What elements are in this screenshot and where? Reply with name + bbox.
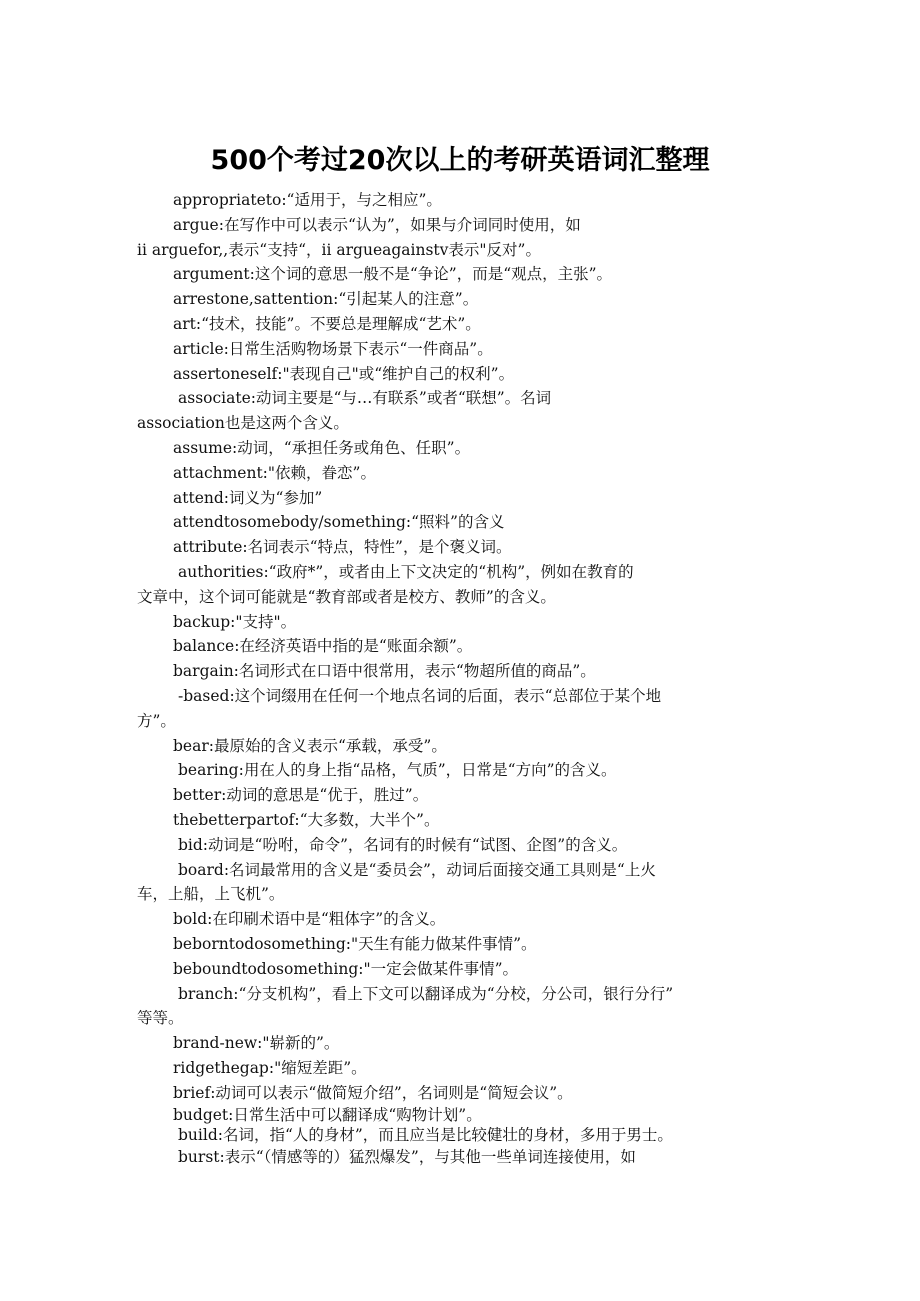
vocab-entry-text: build:名词，指“人的身材”，而且应当是比较健壮的身材，多用于男士。: [178, 1126, 673, 1145]
vocab-entry-text: branch:“分支机构”，看上下文可以翻译成为“分校，分公司，银行分行”: [178, 984, 674, 1003]
vocab-entry: [137, 907, 797, 932]
vocab-entry-text: art:“技术，技能”。不要总是理解成“艺术”。: [173, 314, 481, 333]
vocab-entry: [137, 1105, 797, 1125]
vocab-entry-continuation: association也是这两个含义。: [137, 414, 349, 433]
vocab-entry: [137, 510, 797, 535]
vocab-entry-text: assertoneself:"表现自己"或“维护自己的权利”。: [173, 364, 515, 383]
vocab-entry: [137, 982, 797, 1032]
vocab-entry: [137, 1145, 797, 1170]
vocab-entry: [137, 659, 797, 684]
vocab-entry: [137, 957, 797, 982]
vocab-entry: [137, 1031, 797, 1056]
vocab-entry-continuation: 车，上船，上飞机”。: [137, 885, 285, 904]
vocab-entry-text: ridgethegap:"缩短差距”。: [173, 1058, 367, 1077]
vocab-entry-text: bargain:名词形式在口语中很常用，表示“物超所值的商品”。: [173, 662, 596, 681]
vocab-entry-text: argument:这个词的意思一般不是“争论”，而是“观点，主张”。: [173, 265, 613, 284]
vocab-entry: [137, 486, 797, 511]
vocab-entry-text: brand-new:"崭新的”。: [173, 1034, 340, 1053]
vocab-entry: [137, 337, 797, 362]
vocab-entry: [137, 734, 797, 759]
vocab-entry: [137, 535, 797, 560]
vocab-entry: [137, 833, 797, 858]
vocab-entry: [137, 560, 797, 610]
vocab-entry: [137, 262, 797, 287]
vocab-entry-text: brief:动词可以表示“做简短介绍”，名词则是“简短会议”。: [173, 1083, 573, 1102]
vocab-entry-text: bold:在印刷术语中是“粗体字”的含义。: [173, 910, 446, 929]
vocab-entry-text: bid:动词是“吩咐，命令”，名词有的时候有“试图、企图”的含义。: [178, 835, 628, 854]
vocab-entry-text: burst:表示“（情感等的）猛烈爆发”，与其他一些单词连接使用，如: [178, 1148, 636, 1167]
vocab-entry: [137, 362, 797, 387]
vocab-entry: [137, 610, 797, 635]
vocab-entry: [137, 436, 797, 461]
vocab-entry-continuation: ii arguefor,,表示“支持“，ii argueagainstv表示"反对”。: [137, 240, 541, 259]
document-title: 500个考过20次以上的考研英语词汇整理: [210, 145, 710, 176]
vocab-entry-text: bearing:用在人的身上指“品格，气质”，日常是“方向”的含义。: [178, 761, 617, 780]
vocab-entry-text: authorities:“政府*”，或者由上下文决定的“机构”，例如在教育的: [178, 562, 634, 581]
vocab-entry: [137, 1056, 797, 1081]
vocab-entry-text: attend:词义为“参加”: [173, 488, 323, 507]
vocab-entry-text: article:日常生活购物场景下表示“一件商品”。: [173, 339, 493, 358]
vocab-entry: [137, 386, 797, 436]
vocab-entry: [137, 684, 797, 734]
vocab-entry-continuation: 文章中，这个词可能就是“教育部或者是校方、教师”的含义。: [137, 587, 556, 606]
vocab-entry: [137, 312, 797, 337]
vocab-entry-text: appropriateto:“适用于，与之相应”。: [173, 191, 442, 209]
vocab-entry: [137, 634, 797, 659]
vocab-entry-text: balance:在经济英语中指的是“账面余额”。: [173, 637, 473, 656]
vocab-entry: [137, 188, 797, 213]
vocab-entry-text: budget:日常生活中可以翻译成“购物计划”。: [173, 1106, 482, 1125]
vocab-entry-text: backup:"支持"。: [173, 612, 297, 631]
vocab-entry-text: thebetterpartof:“大多数，大半个”。: [173, 810, 440, 829]
vocab-entry-continuation: 方”。: [137, 711, 176, 730]
vocab-entry-text: attachment:"依赖，眷恋”。: [173, 463, 376, 482]
vocab-entry: [137, 213, 797, 263]
vocab-entry-text: -based:这个词缀用在任何一个地点名词的后面，表示“总部位于某个地: [178, 686, 662, 705]
vocab-entry-text: argue:在写作中可以表示“认为”，如果与介词同时使用，如: [173, 215, 581, 234]
vocab-entry: [137, 783, 797, 808]
vocab-entry-continuation: 等等。: [137, 1009, 184, 1028]
vocab-entry: [137, 932, 797, 957]
vocab-entry-text: associate:动词主要是“与…有联系”或者“联想”。名词: [178, 389, 552, 408]
vocab-entry: [137, 808, 797, 833]
vocab-entry-text: assume:动词，“承担任务或角色、任职”。: [173, 438, 471, 457]
vocab-entry-text: beboundtodosomething:"一定会做某件事情”。: [173, 959, 519, 978]
vocab-entry: [137, 858, 797, 908]
vocab-entry-text: beborntodosomething:"天生有能力做某件事情”。: [173, 934, 537, 953]
vocab-entry-text: better:动词的意思是“优于，胜过”。: [173, 786, 429, 805]
vocab-entry: [137, 1125, 797, 1145]
vocab-entry: [137, 758, 797, 783]
vocab-entry-text: bear:最原始的含义表示“承载，承受”。: [173, 736, 447, 755]
vocab-entry-text: attendtosomebody/something:“照料”的含义: [173, 513, 505, 532]
vocabulary-list: [137, 188, 797, 1170]
vocab-entry-text: arrestone,sattention:“引起某人的注意”。: [173, 290, 479, 309]
vocab-entry: [137, 1081, 797, 1106]
vocab-entry-text: board:名词最常用的含义是“委员会”，动词后面接交通工具则是“上火: [178, 860, 656, 879]
vocab-entry: [137, 461, 797, 486]
vocab-entry: [137, 287, 797, 312]
vocab-entry-text: attribute:名词表示“特点，特性”，是个褒义词。: [173, 538, 512, 557]
